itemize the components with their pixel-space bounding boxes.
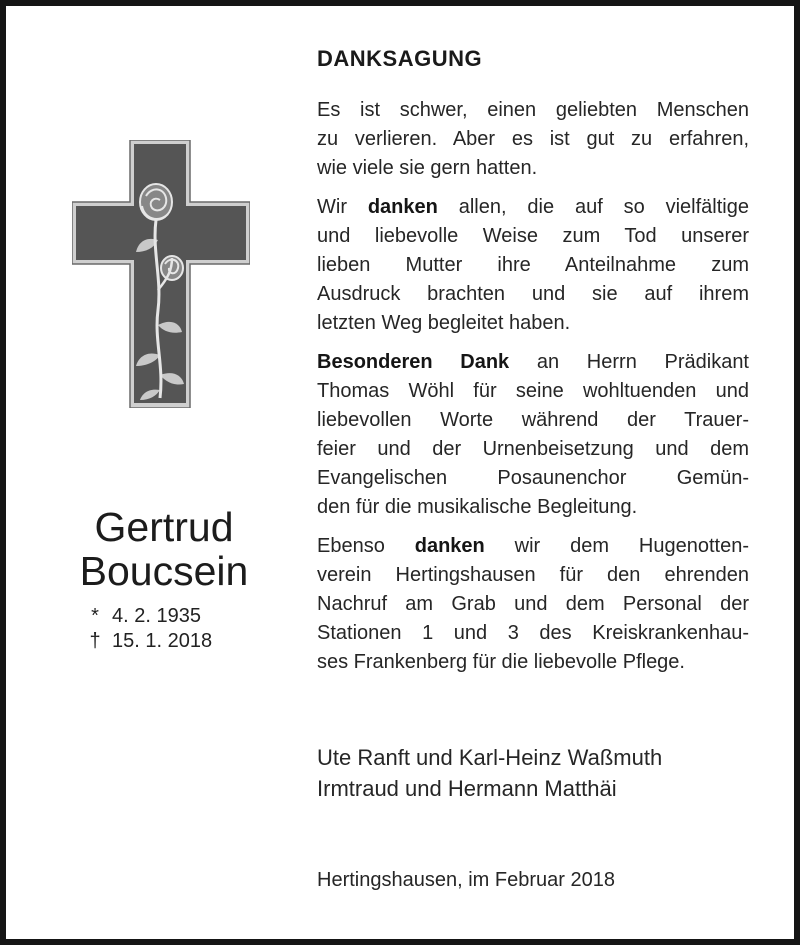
first-name: Gertrud [94,504,234,550]
text-line: Nachruf am Grab und dem Personal der [317,593,749,615]
text-line: den für die musikalische Begleitung. [317,496,638,518]
text-line [317,532,749,561]
signer-line-1: Ute Ranft und Karl-Heinz Waßmuth [317,745,663,770]
death-dagger-icon: † [89,630,101,652]
bold-text: danken [367,196,438,218]
paragraph-4 [317,532,749,677]
text-line: zu verlieren. Aber es ist gut zu erfahren, [317,128,749,150]
text-line: ses Frankenberg für die liebevolle Pflege. [317,651,685,673]
text-fragment: Wir [317,196,368,218]
text-line: Es ist schwer, einen geliebten Menschen [317,99,749,121]
bold-text: Besonderen Dank [317,351,510,373]
text-line [317,193,749,222]
death-row [84,629,244,654]
text-fragment: wir dem Hugenotten- [484,535,749,557]
paragraph-3 [317,348,749,522]
signers [317,742,757,804]
cross-with-roses-icon [72,140,250,408]
heading: DANKSAGUNG [317,46,483,71]
text-fragment: allen, die auf so vielfältige [437,196,749,218]
message-column [317,46,749,687]
paragraph-2 [317,193,749,338]
text-line: letzten Weg begleitet haben. [317,312,571,334]
death-date: 15. 1. 2018 [112,630,213,652]
text-line: feier und der Urnenbeisetzung und dem [317,438,749,460]
paragraph-1 [317,96,749,183]
last-name: Boucsein [79,548,249,594]
text-fragment: Ebenso [317,535,415,557]
text-line: Stationen 1 und 3 des Kreiskrankenhau- [317,622,749,644]
text-line: liebevollen Worte während der Trauer- [317,409,749,431]
bold-text: danken [414,535,485,557]
text-line: Evangelischen Posaunenchor Gemün- [317,467,749,489]
birth-star-icon: * [91,605,99,627]
text-line [317,348,749,377]
place-date: Hertingshausen, im Februar 2018 [317,869,615,891]
life-dates [84,604,244,654]
text-line: verein Hertingshausen für den ehrenden [317,564,749,586]
text-line: und liebevolle Weise zum Tod unserer [317,225,749,247]
text-line: wie viele sie gern hatten. [317,157,538,179]
deceased-name [40,505,288,593]
signer-line-2: Irmtraud und Hermann Matthäi [317,776,617,801]
birth-date: 4. 2. 1935 [112,605,201,627]
birth-row [84,604,244,629]
text-fragment: an Herrn Prädikant [509,351,749,373]
text-line: Ausdruck brachten und sie auf ihrem [317,283,749,305]
text-line: lieben Mutter ihre Anteilnahme zum [317,254,749,276]
text-line: Thomas Wöhl für seine wohltuenden und [317,380,749,402]
